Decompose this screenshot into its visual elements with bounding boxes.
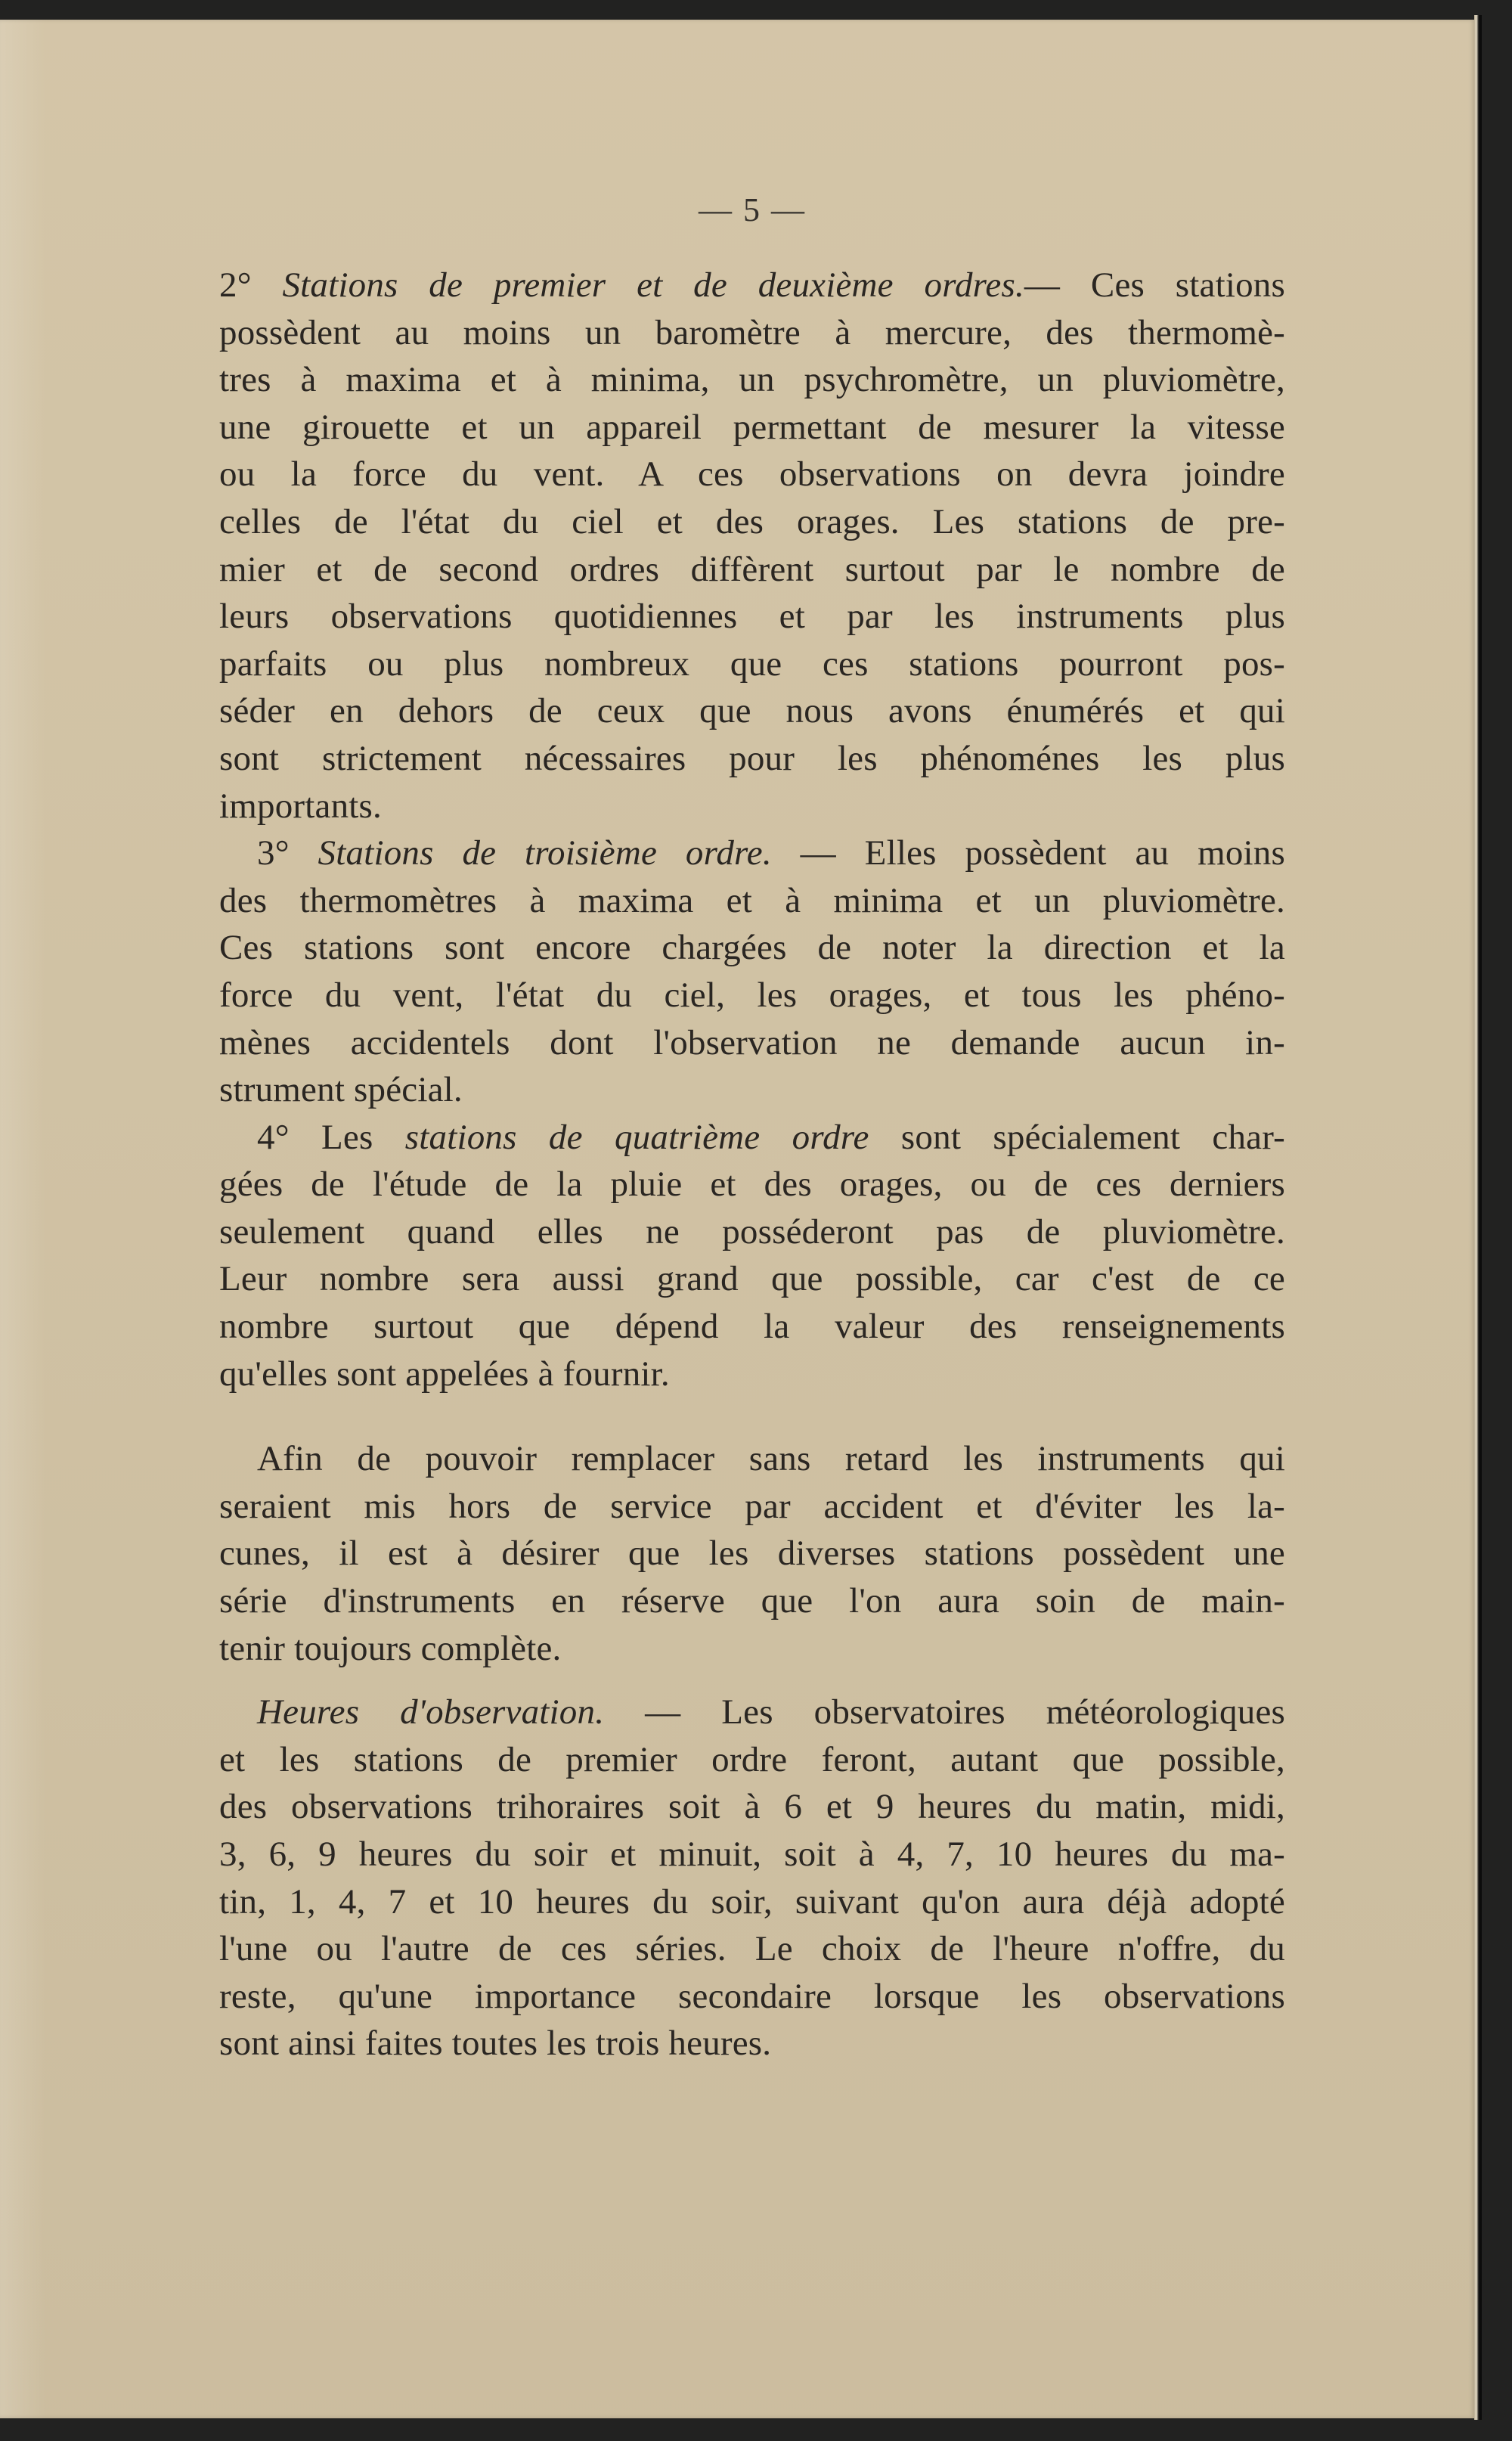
text-run: — Elles possèdent au moins: [771, 833, 1285, 873]
text-line: cunes, il est à désirer que les diverses stations possèdent une: [219, 1534, 1285, 1574]
section-number: 3°: [257, 833, 318, 873]
paragraph-spare-instruments: [219, 1435, 1285, 1672]
text-line: ou la force du vent. A ces observations on devra joindre: [219, 454, 1285, 495]
text-line: mènes accidentels dont l'observation ne demande aucun in-: [219, 1022, 1285, 1062]
text-line: [219, 262, 1285, 309]
text-line: série d'instruments en réserve que l'on aura soin de main-: [219, 1581, 1285, 1621]
text-line: 3, 6, 9 heures du soir et minuit, soit à 4, 7, 10 heures du ma-: [219, 1835, 1285, 1874]
text-line: et les stations de premier ordre feront, autant que possible,: [219, 1739, 1285, 1779]
text-line: gées de l'étude de la pluie et des orages, ou de ces derniers: [219, 1165, 1285, 1205]
text-line: seraient mis hors de service par accident et d'éviter les la-: [219, 1486, 1285, 1526]
text-line: tenir toujours complète.: [219, 1628, 562, 1668]
text-line: strument spécial.: [219, 1070, 463, 1110]
paragraph-third-order-stations: [219, 830, 1285, 1114]
paragraph-observation-hours: [219, 1689, 1285, 2067]
text-line: leurs observations quotidiennes et par les instruments plus: [219, 597, 1285, 637]
text-line: importants.: [219, 786, 382, 826]
paragraph-second-order-stations: [219, 262, 1285, 830]
text-line: des observations trihoraires soit à 6 et 9 heures du matin, midi,: [219, 1787, 1285, 1827]
text-line: Ces stations sont encore chargées de noter la direction et la: [219, 928, 1285, 968]
text-line: l'une ou l'autre de ces séries. Le choix de l'heure n'offre, du: [219, 1929, 1285, 1969]
text-line: force du vent, l'état du ciel, les orages, et tous les phéno-: [219, 975, 1285, 1015]
text-line: sont strictement nécessaires pour les phénoménes les plus: [219, 738, 1285, 778]
paragraph-fourth-order-stations: [219, 1114, 1285, 1398]
text-run: — Les observatoires météorologiques: [604, 1692, 1285, 1732]
text-line: une girouette et un appareil permettant de mesurer la vitesse: [219, 407, 1285, 447]
text-run: sont spécialement char-: [869, 1117, 1285, 1157]
text-line: séder en dehors de ceux que nous avons énumérés et qui: [219, 691, 1285, 731]
text-line: des thermomètres à maxima et à minima et un pluviomètre.: [219, 880, 1285, 920]
text-line: [219, 1689, 1285, 1736]
text-line: nombre surtout que dépend la valeur des renseignements: [219, 1307, 1285, 1347]
text-line: possèdent au moins un baromètre à mercure, des thermomè-: [219, 312, 1285, 352]
section-heading: stations de quatrième ordre: [404, 1117, 869, 1157]
text-line: celles de l'état du ciel et des orages. Les stations de pre-: [219, 501, 1285, 541]
page-text-block: [219, 188, 1285, 2067]
text-line: [219, 1114, 1285, 1162]
text-line: qu'elles sont appelées à fournir.: [219, 1354, 670, 1394]
section-heading: Stations de premier et de deuxième ordres.: [282, 265, 1024, 305]
text-run: — Ces stations: [1024, 265, 1285, 305]
text-line: tres à maxima et à minima, un psychromètre, un pluviomètre,: [219, 360, 1285, 400]
text-line: sont ainsi faites toutes les trois heures.: [219, 2024, 772, 2064]
section-number: 4° Les: [257, 1117, 405, 1157]
section-number: 2°: [219, 265, 283, 305]
text-line: parfaits ou plus nombreux que ces stations pourront pos-: [219, 644, 1285, 684]
text-line: Afin de pouvoir remplacer sans retard les instruments qui: [257, 1439, 1285, 1479]
text-line: mier et de second ordres diffèrent surtout par le nombre de: [219, 549, 1285, 589]
section-heading: Heures d'observation.: [257, 1692, 605, 1732]
text-line: [219, 830, 1285, 877]
page-number: — 5 —: [699, 191, 806, 228]
section-heading: Stations de troisième ordre.: [318, 833, 772, 873]
text-line: reste, qu'une importance secondaire lorsque les observations: [219, 1976, 1285, 2016]
text-line: tin, 1, 4, 7 et 10 heures du soir, suivant qu'on aura déjà adopté: [219, 1881, 1285, 1921]
text-line: Leur nombre sera aussi grand que possible, car c'est de ce: [219, 1259, 1285, 1299]
page-edge: [1474, 15, 1482, 2420]
text-line: seulement quand elles ne posséderont pas de pluviomètre.: [219, 1211, 1285, 1252]
